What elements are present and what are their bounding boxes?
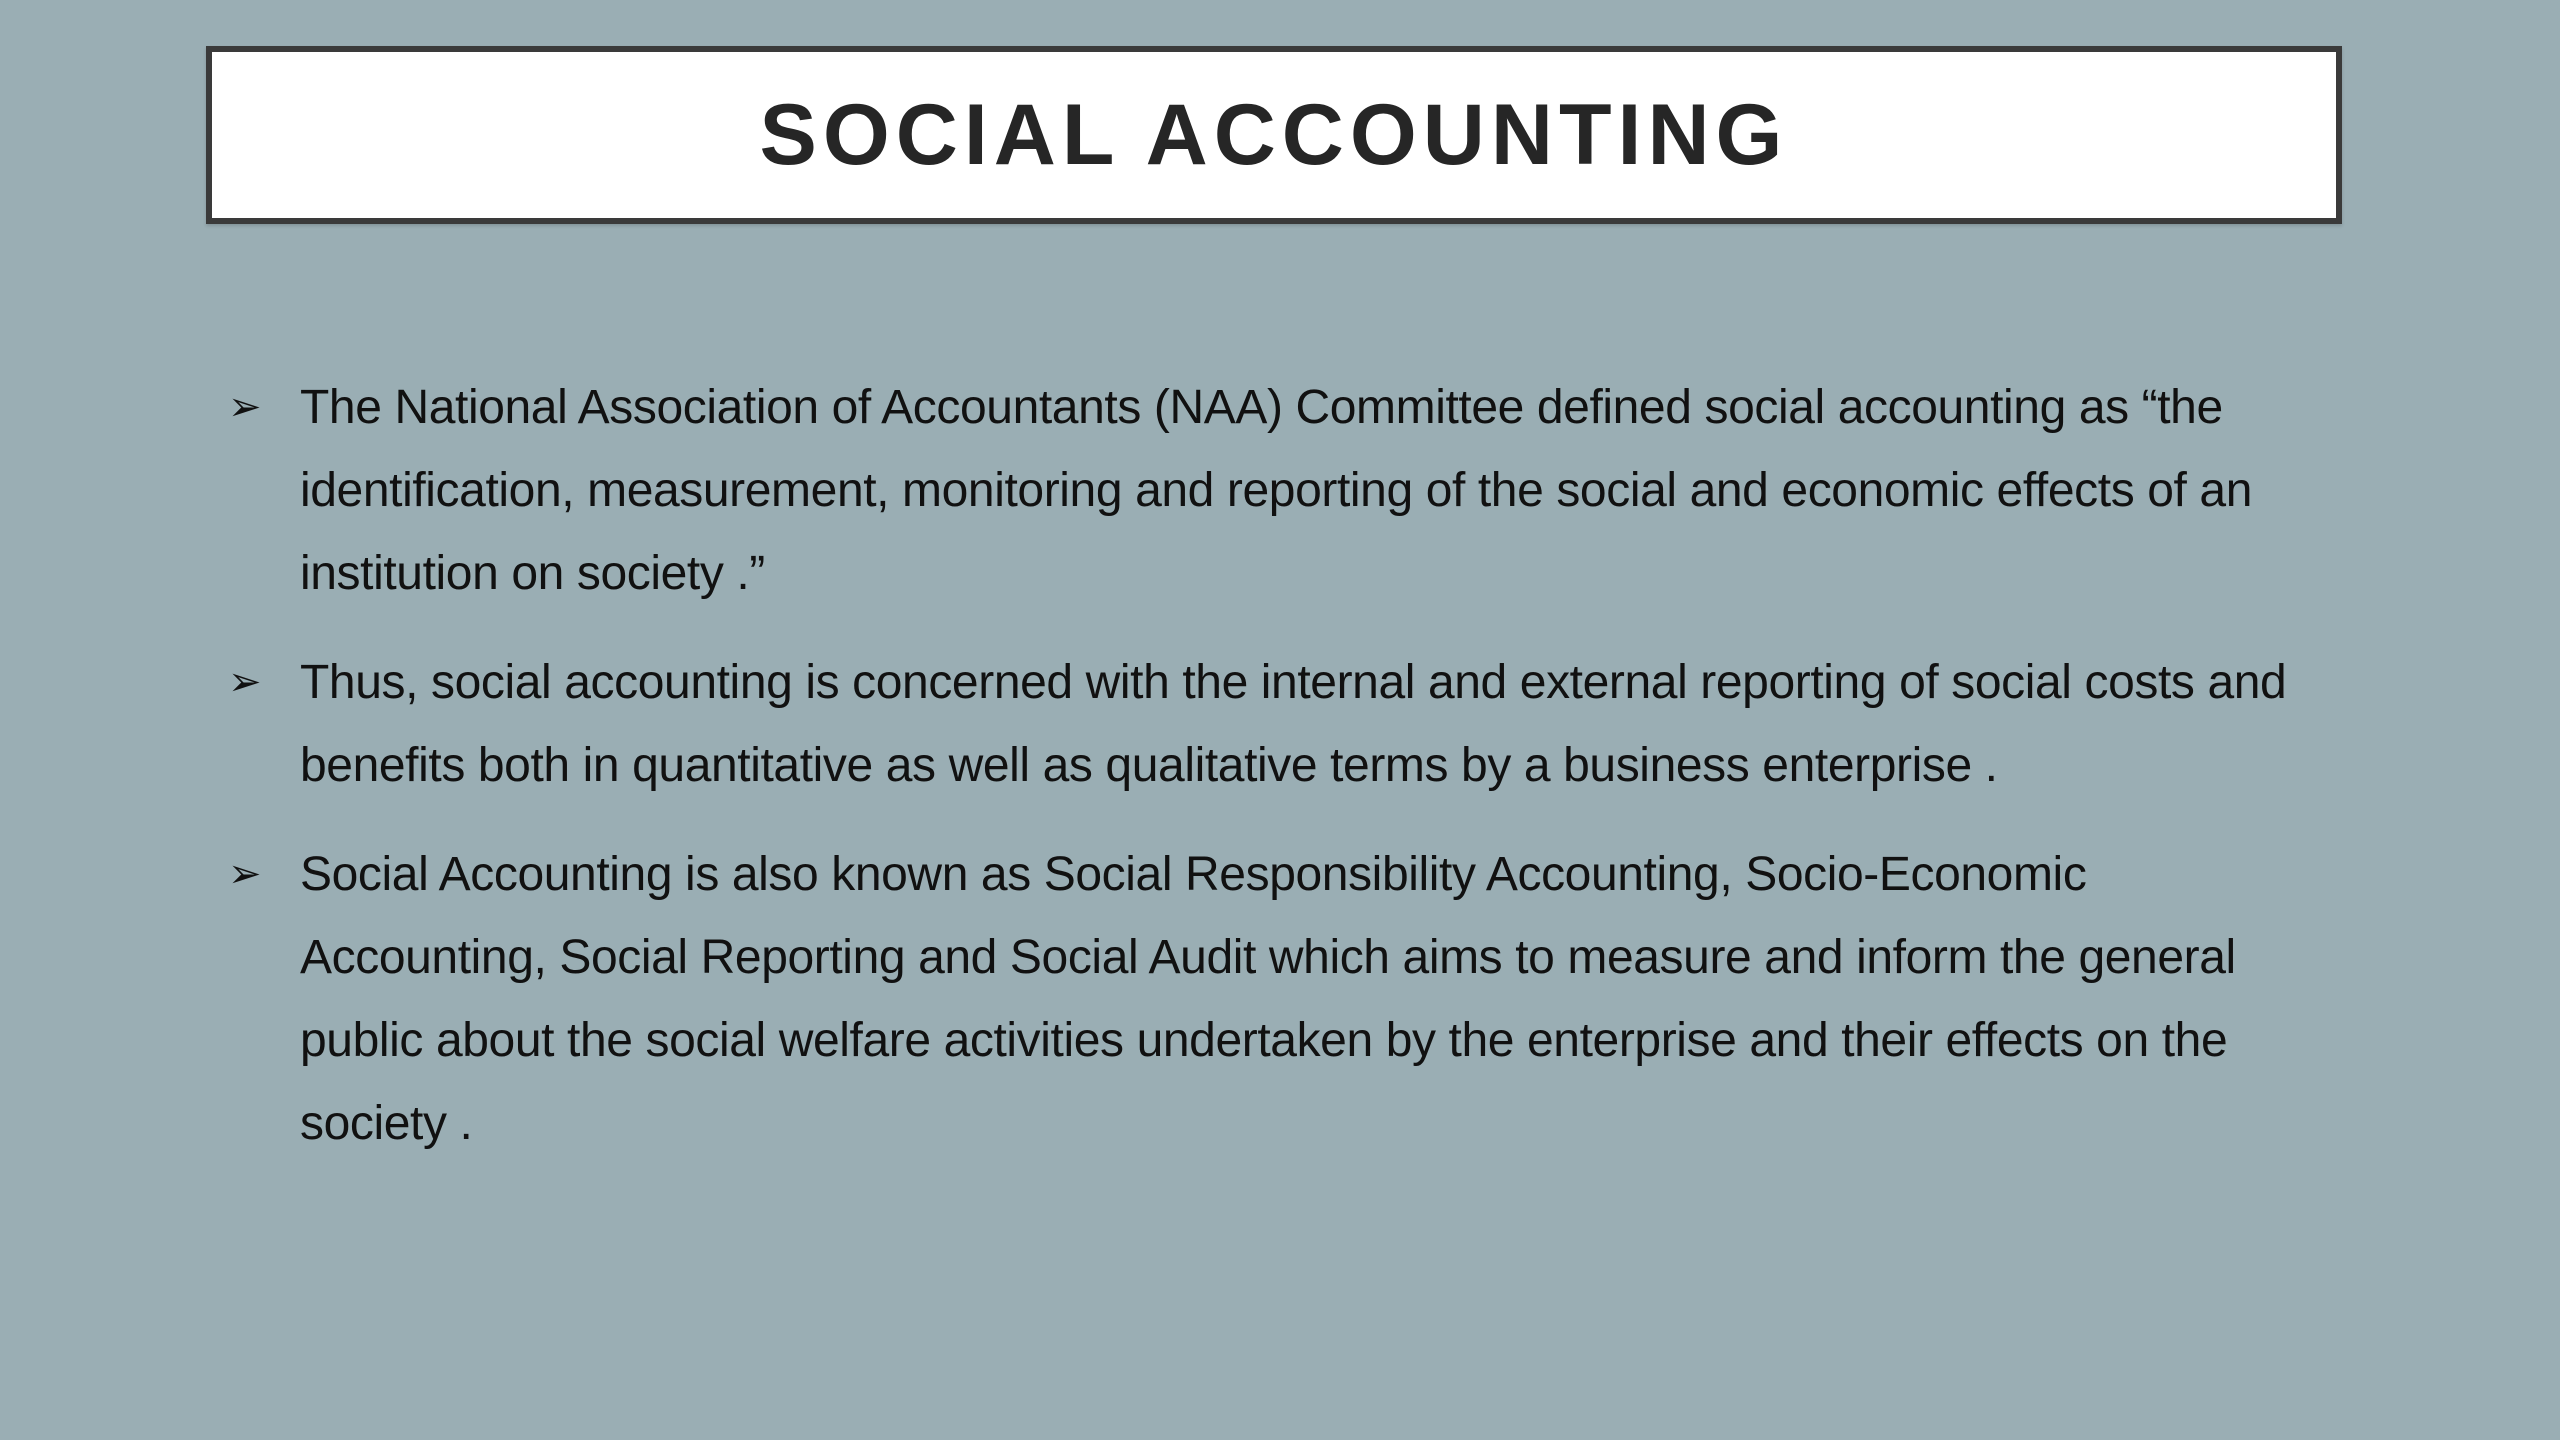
bullet-text: The National Association of Accountants (NAA) Committee defined social accounting as “the identification, measurement, monitoring and reporting of the social and economic effects of an institution on society .” xyxy=(300,381,2252,600)
bullet-item xyxy=(228,641,2328,807)
title-box xyxy=(206,46,2342,224)
bullet-text: Thus, social accounting is concerned with the internal and external reporting of social costs and benefits both in quantitative as well as qualitative terms by a business enterprise . xyxy=(300,656,2287,792)
slide-title: SOCIAL ACCOUNTING xyxy=(759,87,1789,183)
arrowhead-bullet-icon: ➢ xyxy=(228,659,262,705)
bullet-text: Social Accounting is also known as Social Responsibility Accounting, Socio-Economic Accounting, Social Reporting and Social Audit which aims to measure and inform the general public about the social welfare activities undertaken by the enterprise and their effects on the society . xyxy=(300,848,2236,1150)
bullet-item xyxy=(228,833,2328,1165)
arrowhead-bullet-icon: ➢ xyxy=(228,851,262,897)
arrowhead-bullet-icon: ➢ xyxy=(228,384,262,430)
bullet-list xyxy=(228,366,2328,1191)
bullet-item xyxy=(228,366,2328,615)
